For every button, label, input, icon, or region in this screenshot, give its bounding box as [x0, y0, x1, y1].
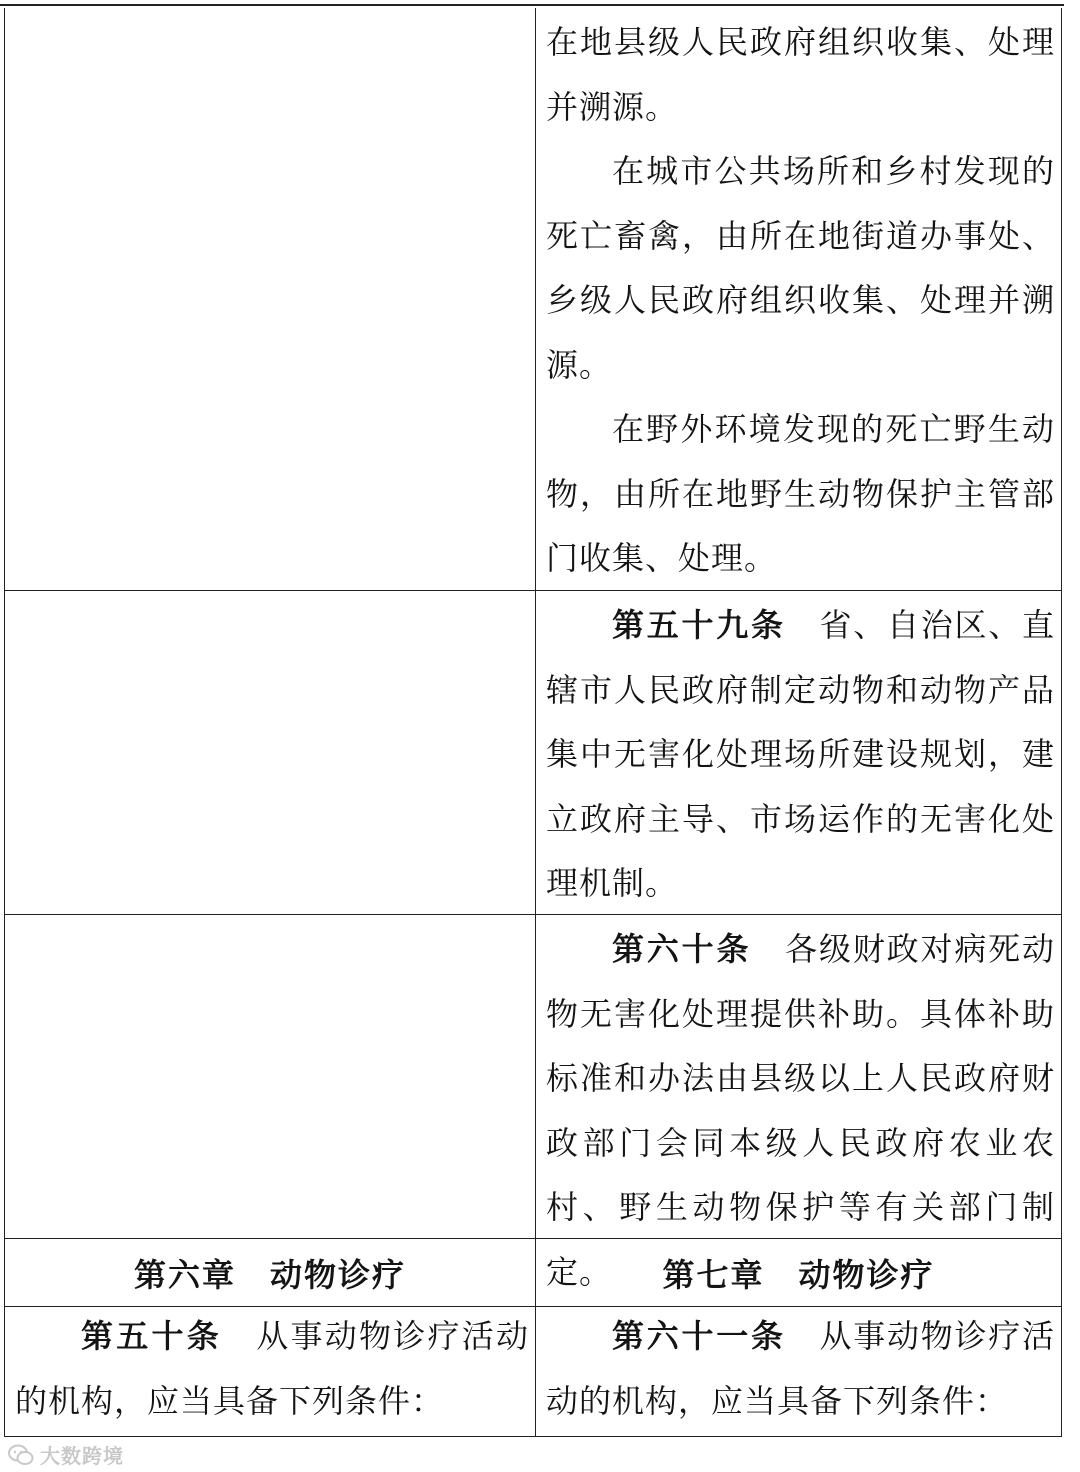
- old-text-cell: [5, 591, 535, 914]
- old-text-cell: [5, 8, 535, 590]
- watermark: [8, 1440, 124, 1469]
- new-chapter-cell: [535, 1239, 1061, 1306]
- new-chapter-title: 第七章 动物诊疗: [662, 1255, 935, 1294]
- comparison-table: [4, 8, 1062, 1437]
- article-body: 从事动物诊疗活动的机构，应当具备下列条件：: [546, 1317, 1055, 1420]
- article-number: 第五十九条: [612, 606, 786, 644]
- article-59-paragraph: [546, 593, 1055, 916]
- article-61-paragraph: [546, 1304, 1055, 1433]
- article-number: 第六十条: [612, 930, 752, 968]
- paragraph: 在地县级人民政府组织收集、处理并溯源。: [546, 23, 1055, 126]
- paragraph: 在野外环境发现的死亡野生动物，由所在地野生动物保护主管部门收集、处理。: [546, 410, 1055, 577]
- new-text-cell: [535, 591, 1061, 914]
- new-text-cell: [535, 8, 1061, 590]
- wechat-logo-icon: [8, 1444, 34, 1466]
- article-number: 第五十条: [81, 1317, 222, 1355]
- article-50-paragraph: [15, 1304, 529, 1433]
- table-row: [5, 8, 1061, 590]
- article-body: 从事动物诊疗活动的机构，应当具备下列条件：: [15, 1317, 529, 1420]
- article-body: 各级财政对病死动物无害化处理提供补助。具体补助标准和办法由县级以上人民政府财政部门会同本级人民政府农业农村、野生动物保护等有关部门制定。: [546, 930, 1055, 1291]
- top-rule: [0, 4, 1064, 6]
- chapter-heading-row: [5, 1238, 1061, 1306]
- old-text-cell: [5, 1307, 535, 1437]
- paragraph: 在城市公共场所和乡村发现的死亡畜禽，由所在地街道办事处、乡级人民政府组织收集、处理并溯源。: [546, 152, 1055, 384]
- article-body: 省、自治区、直辖市人民政府制定动物和动物产品集中无害化处理场所建设规划，建立政府主导、市场运作的无害化处理机制。: [546, 606, 1055, 902]
- table-row: [5, 590, 1061, 914]
- old-chapter-title: 第六章 动物诊疗: [133, 1255, 406, 1294]
- old-text-cell: [5, 915, 535, 1238]
- article-number: 第六十一条: [612, 1317, 786, 1355]
- new-text-cell: [535, 1307, 1061, 1437]
- table-row: [5, 1306, 1061, 1437]
- old-chapter-cell: [5, 1239, 535, 1306]
- watermark-text: 大数跨境: [40, 1444, 124, 1468]
